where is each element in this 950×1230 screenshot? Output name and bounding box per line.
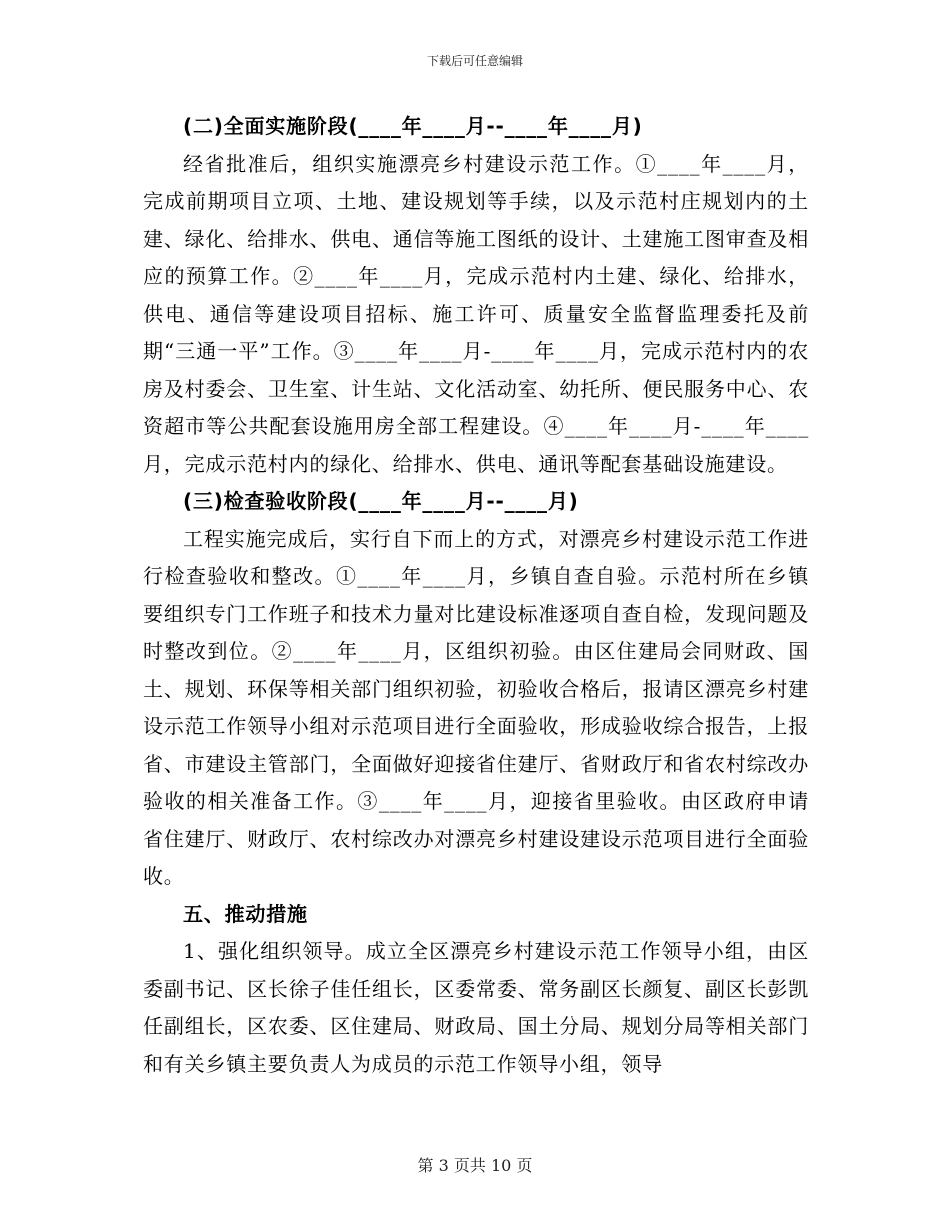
paragraph-implementation: 经省批准后，组织实施漂亮乡村建设示范工作。①____年____月，完成前期项目立项、土地、建设规划等手续，以及示范村庄规划内的土建、绿化、给排水、供电、通信等施工图纸的设计、土建施工图审查及相应的预算工作。②____年____月，完成示范村内土建、绿化、给排水，供电、通信等建设项目招标、施工许可、质量安全监督监理委托及前期“三通一平”工作。③____年____月-____年____月，完成示范村内的农房及村委会、卫生室、计生站、文化活动室、幼托所、便民服务中心、农资超市等公共配套设施用房全部工程建设。④____年____月-____年____月，完成示范村内的绿化、给排水、供电、通讯等配套基础设施建设。 — [143, 151, 809, 476]
section-heading-measures: 五、推动措施 — [183, 901, 308, 926]
page-footer: 第 3 页共 10 页 — [417, 1156, 533, 1175]
paragraph-inspection: 工程实施完成后，实行自下而上的方式，对漂亮乡村建设示范工作进行检查验收和整改。①____年____月，乡镇自查自验。示范村所在乡镇要组织专门工作班子和技术力量对比建设标准逐项自查自检，发现问题及时整改到位。②____年____月，区组织初验。由区住建局会同财政、国土、规划、环保等相关部门组织初验，初验收合格后，报请区漂亮乡村建设示范工作领导小组对示范项目进行全面验收，形成验收综合报告，上报省、市建设主管部门，全面做好迎接省住建厅、省财政厅和省农村综改办验收的相关准备工作。③____年____月，迎接省里验收。由区政府申请省住建厅、财政厅、农村综改办对漂亮乡村建设建设示范项目进行全面验收。 — [143, 526, 809, 888]
page-header: 下载后可任意编辑 — [426, 54, 523, 68]
paragraph-measures: 1、强化组织领导。成立全区漂亮乡村建设示范工作领导小组，由区委副书记、区长徐子佳任组长，区委常委、常务副区长颜复、副区长彭凯任副组长，区农委、区住建局、财政局、国土分局、规划分局等相关部门和有关乡镇主要负责人为成员的示范工作领导小组，领导 — [143, 939, 809, 1076]
section-heading-inspection: (三)检查验收阶段(____年____月--____月) — [183, 489, 579, 513]
document-body — [143, 108, 809, 1083]
section-heading-implementation: (二)全面实施阶段(____年____月--____年____月) — [183, 114, 643, 138]
